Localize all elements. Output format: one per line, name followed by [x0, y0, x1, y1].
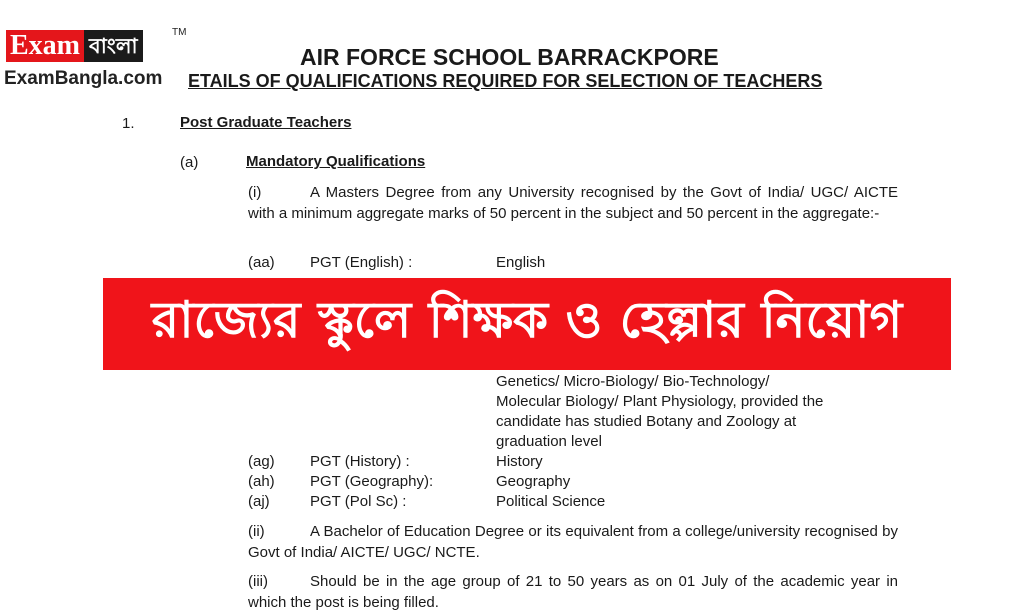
row-subject: Political Science — [496, 493, 606, 510]
paragraph-text: A Masters Degree from any University recognised by the Govt of India/ UGC/ AICTE with a minimum aggregate marks of 50 percent in the subject and 50 percent in the aggregate:- — [248, 184, 898, 222]
row-code: (ah) — [248, 473, 275, 490]
paragraph-i — [248, 182, 898, 224]
row-subject: English — [496, 254, 546, 271]
section-number: 1. — [122, 115, 135, 132]
document-subtitle: ETAILS OF QUALIFICATIONS REQUIRED FOR SELECTION OF TEACHERS — [188, 71, 823, 91]
continuation-line: Molecular Biology/ Plant Physiology, provided the — [496, 393, 824, 410]
paragraph-ii — [248, 521, 898, 563]
headline-banner — [103, 278, 951, 370]
paragraph-number: (ii) — [248, 523, 265, 540]
row-post: PGT (English) : — [310, 254, 413, 271]
logo-bangla-text: বাংলা — [84, 30, 143, 62]
row-code: (ag) — [248, 453, 275, 470]
section-title: Post Graduate Teachers — [180, 114, 352, 131]
row-post: PGT (History) : — [310, 453, 410, 470]
row-post: PGT (Geography): — [310, 473, 434, 490]
paragraph-number: (i) — [248, 184, 262, 201]
document-title: AIR FORCE SCHOOL BARRACKPORE — [300, 44, 719, 70]
paragraph-iii — [248, 571, 898, 613]
banner-headline: রাজ্যের স্কুলে শিক্ষক ও হেল্পার নিয়োগ — [151, 290, 903, 349]
subsection-title: Mandatory Qualifications — [246, 153, 426, 170]
row-subject: Geography — [496, 473, 571, 490]
paragraph-text: Should be in the age group of 21 to 50 years as on 01 July of the academic year in which the post is being filled. — [248, 573, 898, 611]
continuation-line: candidate has studied Botany and Zoology at — [496, 413, 797, 430]
site-url: ExamBangla.com — [4, 68, 163, 89]
continuation-line: Genetics/ Micro-Biology/ Bio-Technology/ — [496, 373, 770, 390]
continuation-line: graduation level — [496, 433, 602, 450]
paragraph-number: (iii) — [248, 573, 268, 590]
row-code: (aa) — [248, 254, 275, 271]
subsection-number: (a) — [180, 154, 199, 171]
trademark-mark: TM — [172, 27, 187, 38]
row-post: PGT (Pol Sc) : — [310, 493, 407, 510]
logo-exam-text: Exam — [6, 30, 84, 62]
exambangla-logo[interactable] — [6, 30, 143, 62]
paragraph-text: A Bachelor of Education Degree or its equivalent from a college/university recognised by Govt of India/ AICTE/ UGC/ NCTE. — [248, 523, 898, 561]
row-code: (aj) — [248, 493, 270, 510]
row-subject: History — [496, 453, 543, 470]
